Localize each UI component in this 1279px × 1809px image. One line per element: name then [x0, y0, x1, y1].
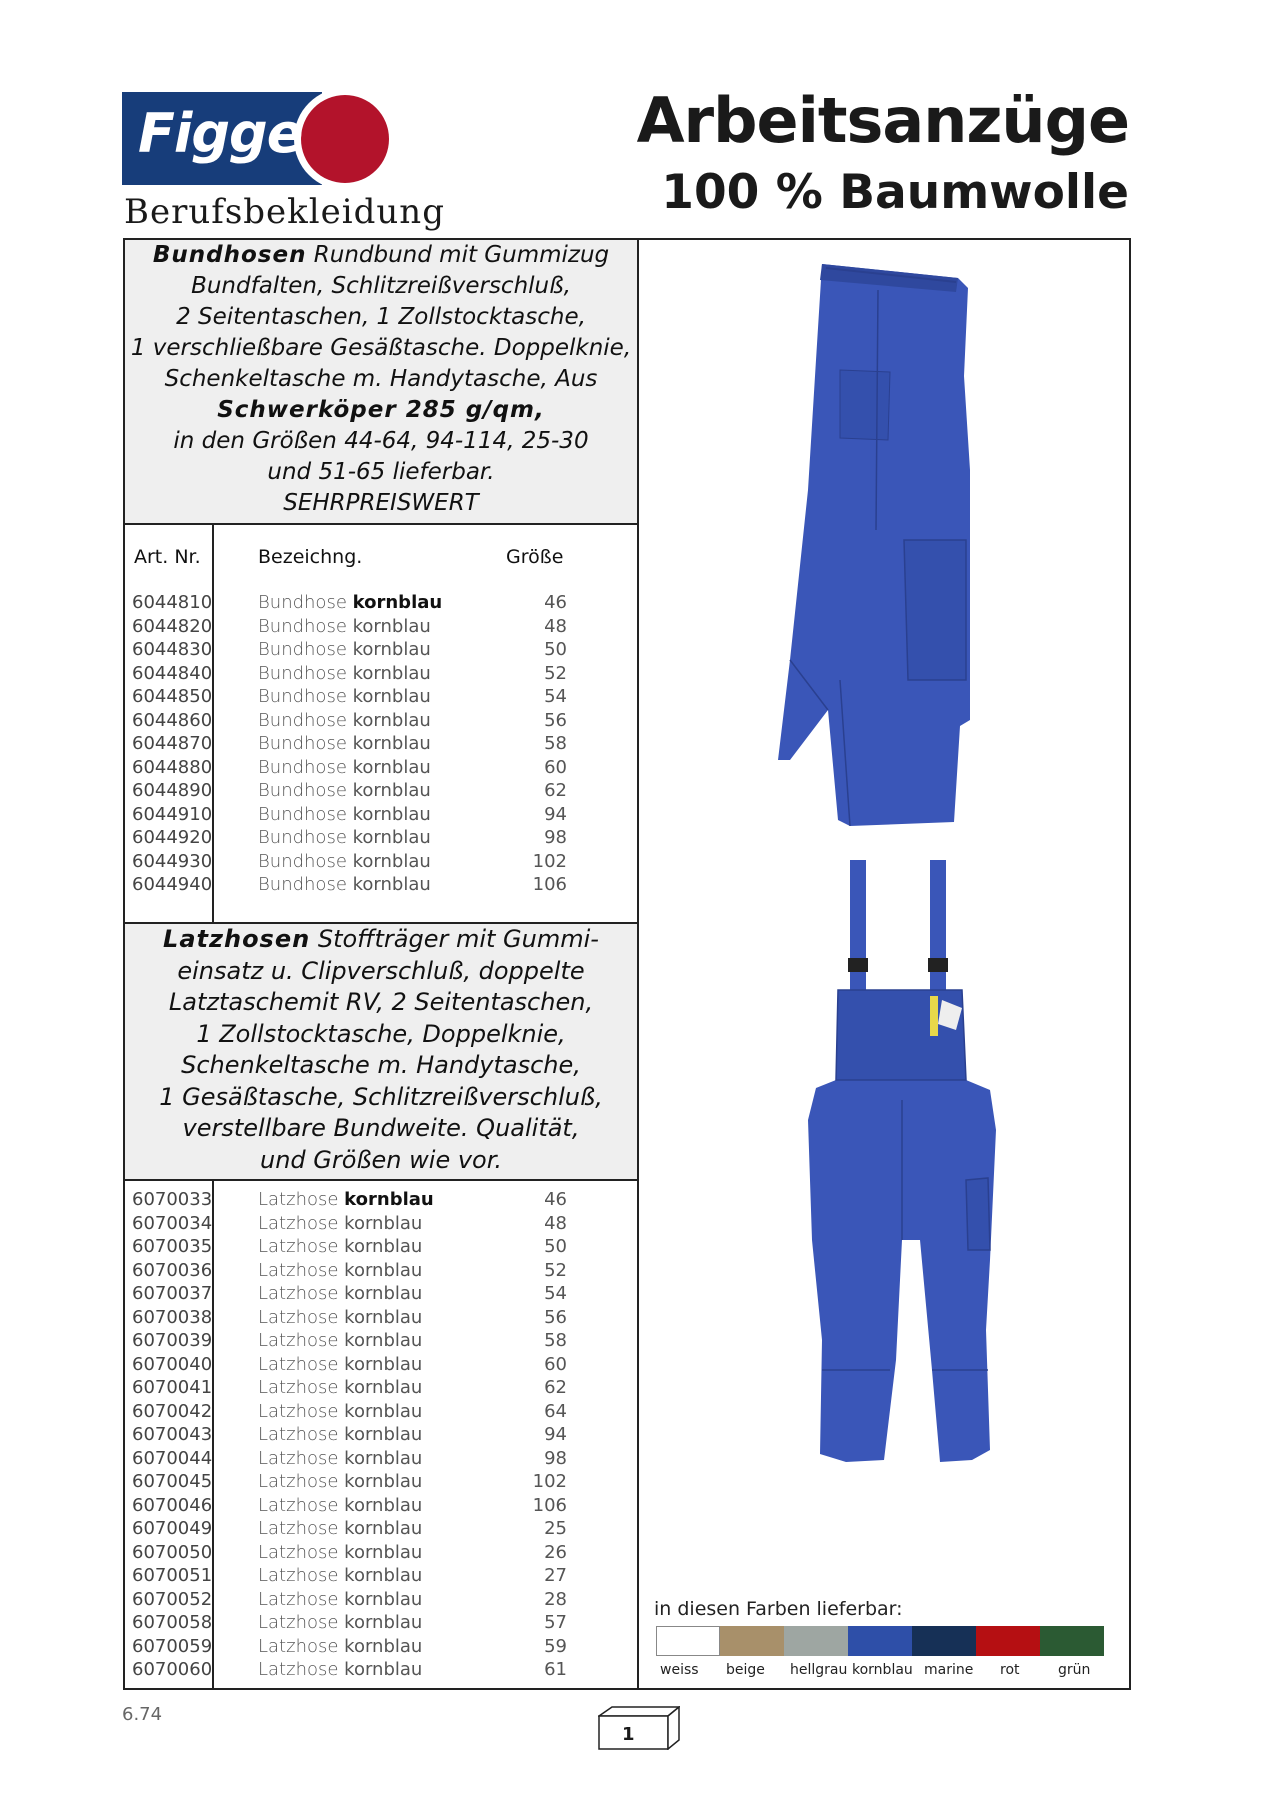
- designation-name: Bundhose: [258, 756, 347, 778]
- size: 50: [544, 1236, 567, 1257]
- description-text: und 51-65 lieferbar.: [267, 459, 495, 485]
- article-number: 6070058: [132, 1612, 213, 1633]
- designation: [258, 1589, 422, 1610]
- size: 27: [544, 1565, 567, 1586]
- logo-red-circle: [301, 95, 389, 183]
- designation: [258, 686, 431, 707]
- designation: [258, 1260, 422, 1281]
- logo-text: Figge: [138, 102, 303, 165]
- size: 57: [544, 1612, 567, 1633]
- color-name: hellgrau: [790, 1662, 848, 1678]
- size: 60: [544, 1353, 567, 1375]
- article-number: 6070038: [132, 1306, 213, 1328]
- article-number: 6070045: [132, 1471, 213, 1492]
- table-row: [132, 1495, 572, 1519]
- divider-1: [123, 523, 639, 525]
- description-text: Bundfalten, Schlitzreißverschluß,: [191, 273, 571, 299]
- color-swatch: [976, 1626, 1040, 1656]
- designation-color: kornblau: [352, 615, 431, 637]
- designation-color: kornblau: [344, 1306, 423, 1328]
- article-number: 6044850: [132, 686, 213, 707]
- table-row: [132, 1377, 572, 1401]
- designation: [258, 1236, 422, 1257]
- article-number: 6044810: [132, 592, 213, 613]
- size: 54: [544, 686, 567, 707]
- designation: [258, 874, 431, 895]
- table-row: [132, 1542, 572, 1566]
- description-bold: Schwerköper 285 g/qm,: [217, 397, 545, 423]
- designation: [258, 804, 431, 825]
- description-line: [125, 1082, 637, 1114]
- page-box-icon: [598, 1706, 680, 1750]
- designation-color: kornblau: [352, 592, 443, 613]
- designation: [258, 827, 431, 848]
- size: 25: [544, 1518, 567, 1539]
- designation-name: Bundhose: [258, 780, 347, 801]
- designation-name: Latzhose: [258, 1330, 339, 1351]
- description-line: [125, 1145, 637, 1177]
- color-name: rot: [1000, 1662, 1020, 1678]
- color-name: kornblau: [852, 1662, 913, 1678]
- page-code: 6.74: [122, 1704, 163, 1725]
- color-name: beige: [726, 1662, 765, 1678]
- designation-name: Latzhose: [258, 1259, 339, 1281]
- article-number: 6044890: [132, 780, 213, 801]
- color-swatch: [656, 1626, 720, 1656]
- size: 56: [544, 709, 567, 731]
- article-number: 6070037: [132, 1283, 213, 1304]
- designation-name: Latzhose: [258, 1283, 339, 1304]
- description-text: Schenkeltasche m. Handytasche, Aus: [164, 366, 598, 392]
- size: 54: [544, 1283, 567, 1304]
- size: 48: [544, 1212, 567, 1234]
- table-row: [132, 780, 572, 804]
- description-text: in den Größen 44-64, 94-114, 25-30: [173, 428, 589, 454]
- size: 26: [544, 1541, 567, 1563]
- table-row: [132, 1189, 572, 1213]
- size: 98: [544, 827, 567, 848]
- size: 94: [544, 1424, 567, 1445]
- article-number: 6044940: [132, 874, 213, 895]
- size: 64: [544, 1400, 567, 1422]
- designation-color: kornblau: [344, 1659, 423, 1680]
- designation-color: kornblau: [344, 1635, 423, 1657]
- article-number: 6070044: [132, 1447, 213, 1469]
- header-art-nr: Art. Nr.: [134, 546, 201, 568]
- designation: [258, 1565, 422, 1586]
- description-line: [125, 302, 637, 333]
- designation-name: Latzhose: [258, 1447, 339, 1469]
- designation-color: kornblau: [344, 1612, 423, 1633]
- designation: [258, 1542, 422, 1563]
- designation-name: Bundhose: [258, 662, 347, 684]
- article-number: 6044820: [132, 615, 213, 637]
- designation: [258, 710, 431, 731]
- article-number: 6070059: [132, 1635, 213, 1657]
- table-row: [132, 827, 572, 851]
- table-row: [132, 639, 572, 663]
- size: 58: [544, 733, 567, 754]
- designation-name: Latzhose: [258, 1541, 339, 1563]
- divider-3: [123, 1179, 639, 1181]
- designation-color: kornblau: [344, 1588, 423, 1610]
- designation: [258, 1401, 422, 1422]
- description-text: Schenkeltasche m. Handytasche,: [181, 1051, 581, 1079]
- description-line: [125, 488, 637, 519]
- page-title: Arbeitsanzüge: [636, 84, 1129, 157]
- designation-name: Latzhose: [258, 1306, 339, 1328]
- article-number: 6070034: [132, 1212, 213, 1234]
- latzhosen-description: [125, 924, 637, 1179]
- table-row: [132, 1401, 572, 1425]
- table-row: [132, 874, 572, 898]
- description-bold: Latzhosen: [163, 925, 311, 953]
- designation-color: kornblau: [344, 1400, 423, 1422]
- designation: [258, 1377, 422, 1398]
- article-number: 6044910: [132, 803, 213, 825]
- product-images: [640, 240, 1129, 1580]
- size: 62: [544, 1377, 567, 1398]
- designation: [258, 639, 431, 660]
- size: 46: [544, 1189, 567, 1210]
- size: 102: [532, 850, 567, 872]
- designation-name: Latzhose: [258, 1612, 339, 1633]
- designation-color: kornblau: [344, 1259, 423, 1281]
- designation: [258, 1424, 422, 1445]
- table-row: [132, 663, 572, 687]
- table-row: [132, 1659, 572, 1683]
- color-swatch: [912, 1626, 976, 1656]
- designation-color: kornblau: [352, 756, 431, 778]
- description-line: [125, 364, 637, 395]
- designation-name: Latzhose: [258, 1353, 339, 1375]
- article-number: 6070051: [132, 1565, 213, 1586]
- article-number: 6070036: [132, 1259, 213, 1281]
- table-row: [132, 1448, 572, 1472]
- designation-name: Latzhose: [258, 1212, 339, 1234]
- size: 106: [532, 874, 567, 895]
- description-line: [125, 457, 637, 488]
- designation-color: kornblau: [344, 1353, 423, 1375]
- designation: [258, 1612, 422, 1633]
- designation-name: Latzhose: [258, 1588, 339, 1610]
- designation-name: Bundhose: [258, 733, 347, 754]
- designation-name: Bundhose: [258, 709, 347, 731]
- article-number: 6044930: [132, 850, 213, 872]
- designation-name: Latzhose: [258, 1424, 339, 1445]
- designation-name: Latzhose: [258, 1236, 339, 1257]
- table-row: [132, 757, 572, 781]
- article-number: 6070033: [132, 1189, 213, 1210]
- color-name: marine: [924, 1662, 974, 1678]
- designation-name: Latzhose: [258, 1659, 339, 1680]
- designation: [258, 616, 431, 637]
- color-name: weiss: [660, 1662, 699, 1678]
- designation-name: Bundhose: [258, 615, 347, 637]
- designation-name: Latzhose: [258, 1494, 339, 1516]
- designation-color: kornblau: [352, 874, 431, 895]
- size: 94: [544, 803, 567, 825]
- article-number: 6044870: [132, 733, 213, 754]
- designation: [258, 1330, 422, 1351]
- size: 28: [544, 1588, 567, 1610]
- description-text: 1 Gesäßtasche, Schlitzreißverschluß,: [159, 1082, 603, 1111]
- size: 60: [544, 756, 567, 778]
- designation-color: kornblau: [352, 709, 431, 731]
- designation-color: kornblau: [344, 1330, 423, 1351]
- table-row: [132, 1565, 572, 1589]
- size: 102: [532, 1471, 567, 1492]
- size: 52: [544, 662, 567, 684]
- colors-label: in diesen Farben lieferbar:: [654, 1598, 903, 1620]
- designation-name: Latzhose: [258, 1471, 339, 1492]
- table-row: [132, 1330, 572, 1354]
- color-swatch: [848, 1626, 912, 1656]
- designation-name: Bundhose: [258, 803, 347, 825]
- color-name: grün: [1058, 1662, 1091, 1678]
- designation-color: kornblau: [352, 850, 431, 872]
- designation-name: Latzhose: [258, 1518, 339, 1539]
- size: 98: [544, 1447, 567, 1469]
- latzhose-image: [808, 860, 996, 1462]
- table-row: [132, 1589, 572, 1613]
- designation-name: Bundhose: [258, 592, 347, 613]
- designation-name: Latzhose: [258, 1377, 339, 1398]
- figge-logo: [122, 92, 402, 192]
- article-number: 6070035: [132, 1236, 213, 1257]
- article-number: 6070043: [132, 1424, 213, 1445]
- designation: [258, 1354, 422, 1375]
- designation-name: Bundhose: [258, 850, 347, 872]
- description-text: einsatz u. Clipverschluß, doppelte: [177, 956, 585, 985]
- article-number: 6070050: [132, 1541, 213, 1563]
- article-number: 6044830: [132, 639, 213, 660]
- description-text: und Größen wie vor.: [259, 1145, 503, 1174]
- designation-color: kornblau: [344, 1212, 423, 1234]
- table-row: [132, 1354, 572, 1378]
- table-row: [132, 1612, 572, 1636]
- designation: [258, 1448, 422, 1469]
- table-row: [132, 1283, 572, 1307]
- article-number: 6070039: [132, 1330, 213, 1351]
- table-row: [132, 686, 572, 710]
- table-row: [132, 1260, 572, 1284]
- size: 56: [544, 1306, 567, 1328]
- description-line: [125, 395, 637, 426]
- table-row: [132, 1213, 572, 1237]
- color-swatch: [720, 1626, 784, 1656]
- brand-subtitle: Berufsbekleidung: [124, 192, 445, 232]
- description-line: [125, 426, 637, 457]
- designation-name: Bundhose: [258, 639, 347, 660]
- designation: [258, 1659, 422, 1680]
- size: 61: [544, 1659, 567, 1680]
- designation: [258, 663, 431, 684]
- article-number: 6044840: [132, 662, 213, 684]
- bundhose-image: [778, 264, 970, 826]
- description-text: SEHRPREISWERT: [283, 490, 479, 516]
- designation-name: Latzhose: [258, 1565, 339, 1586]
- article-number: 6070060: [132, 1659, 213, 1680]
- size: 46: [544, 592, 567, 613]
- header-bezeichnung: Bezeichng.: [258, 546, 363, 568]
- table-row: [132, 616, 572, 640]
- designation: [258, 851, 431, 872]
- size: 106: [532, 1494, 567, 1516]
- size: 52: [544, 1259, 567, 1281]
- table-row: [132, 1236, 572, 1260]
- table-row: [132, 733, 572, 757]
- designation-color: kornblau: [344, 1471, 423, 1492]
- description-line: [125, 1113, 637, 1145]
- designation-color: kornblau: [352, 780, 431, 801]
- table-row: [132, 1424, 572, 1448]
- designation: [258, 733, 431, 754]
- table-row: [132, 1471, 572, 1495]
- designation-color: kornblau: [344, 1236, 423, 1257]
- designation: [258, 1189, 434, 1210]
- description-line: [125, 1050, 637, 1082]
- designation-name: Latzhose: [258, 1635, 339, 1657]
- header-groesse: Größe: [506, 546, 564, 568]
- description-line: [125, 956, 637, 988]
- designation-name: Bundhose: [258, 686, 347, 707]
- color-swatch: [784, 1626, 848, 1656]
- description-line: [125, 924, 637, 956]
- article-number: 6070049: [132, 1518, 213, 1539]
- designation-color: kornblau: [344, 1518, 423, 1539]
- designation-color: kornblau: [344, 1424, 423, 1445]
- designation: [258, 780, 431, 801]
- table-row: [132, 592, 572, 616]
- table-row: [132, 1518, 572, 1542]
- designation-name: Latzhose: [258, 1189, 339, 1210]
- designation: [258, 1307, 422, 1328]
- article-number: 6044920: [132, 827, 213, 848]
- article-number: 6070046: [132, 1494, 213, 1516]
- designation: [258, 1636, 422, 1657]
- description-line: [125, 333, 637, 364]
- description-text: Stoffträger mit Gummi-: [310, 925, 599, 953]
- article-number: 6044860: [132, 709, 213, 731]
- description-text: 1 Zollstocktasche, Doppelknie,: [196, 1019, 566, 1048]
- description-text: 2 Seitentaschen, 1 Zollstocktasche,: [176, 304, 586, 330]
- article-number: 6070042: [132, 1400, 213, 1422]
- description-text: Latztaschemit RV, 2 Seitentaschen,: [168, 988, 594, 1016]
- table-row: [132, 1636, 572, 1660]
- designation: [258, 1495, 422, 1516]
- designation-color: kornblau: [344, 1541, 423, 1563]
- designation: [258, 757, 431, 778]
- designation-color: kornblau: [352, 639, 431, 660]
- designation-color: kornblau: [352, 686, 431, 707]
- designation-color: kornblau: [344, 1494, 423, 1516]
- frame-divider-vertical: [637, 238, 639, 1690]
- page-subtitle: 100 % Baumwolle: [661, 165, 1129, 220]
- table-row: [132, 1307, 572, 1331]
- article-number: 6070041: [132, 1377, 213, 1398]
- bundhosen-description: [125, 240, 637, 523]
- designation-color: kornblau: [352, 733, 431, 754]
- size: 48: [544, 615, 567, 637]
- designation-color: kornblau: [352, 803, 431, 825]
- designation-color: kornblau: [352, 662, 431, 684]
- description-text: Rundbund mit Gummizug: [306, 242, 610, 268]
- description-line: [125, 240, 637, 271]
- description-line: [125, 987, 637, 1019]
- size: 50: [544, 639, 567, 660]
- designation-color: kornblau: [344, 1283, 423, 1304]
- designation: [258, 1518, 422, 1539]
- article-number: 6044880: [132, 756, 213, 778]
- designation-name: Latzhose: [258, 1400, 339, 1422]
- description-text: verstellbare Bundweite. Qualität,: [182, 1114, 580, 1142]
- size: 59: [544, 1635, 567, 1657]
- designation-name: Bundhose: [258, 827, 347, 848]
- designation-name: Bundhose: [258, 874, 347, 895]
- designation-color: kornblau: [344, 1565, 423, 1586]
- description-bold: Bundhosen: [152, 242, 307, 268]
- designation-color: kornblau: [344, 1189, 434, 1210]
- page-number: 1: [622, 1724, 635, 1745]
- designation: [258, 1213, 422, 1234]
- designation-color: kornblau: [344, 1377, 423, 1398]
- table-row: [132, 804, 572, 828]
- description-line: [125, 1019, 637, 1051]
- designation-color: kornblau: [352, 827, 431, 848]
- color-swatch: [1040, 1626, 1104, 1656]
- article-number: 6070040: [132, 1353, 213, 1375]
- designation-color: kornblau: [344, 1447, 423, 1469]
- table-row: [132, 851, 572, 875]
- size: 58: [544, 1330, 567, 1351]
- size: 62: [544, 780, 567, 801]
- article-number: 6070052: [132, 1588, 213, 1610]
- table-row: [132, 710, 572, 734]
- description-text: 1 verschließbare Gesäßtasche. Doppelknie,: [130, 335, 632, 361]
- description-line: [125, 271, 637, 302]
- designation: [258, 1471, 422, 1492]
- designation: [258, 1283, 422, 1304]
- designation: [258, 592, 442, 613]
